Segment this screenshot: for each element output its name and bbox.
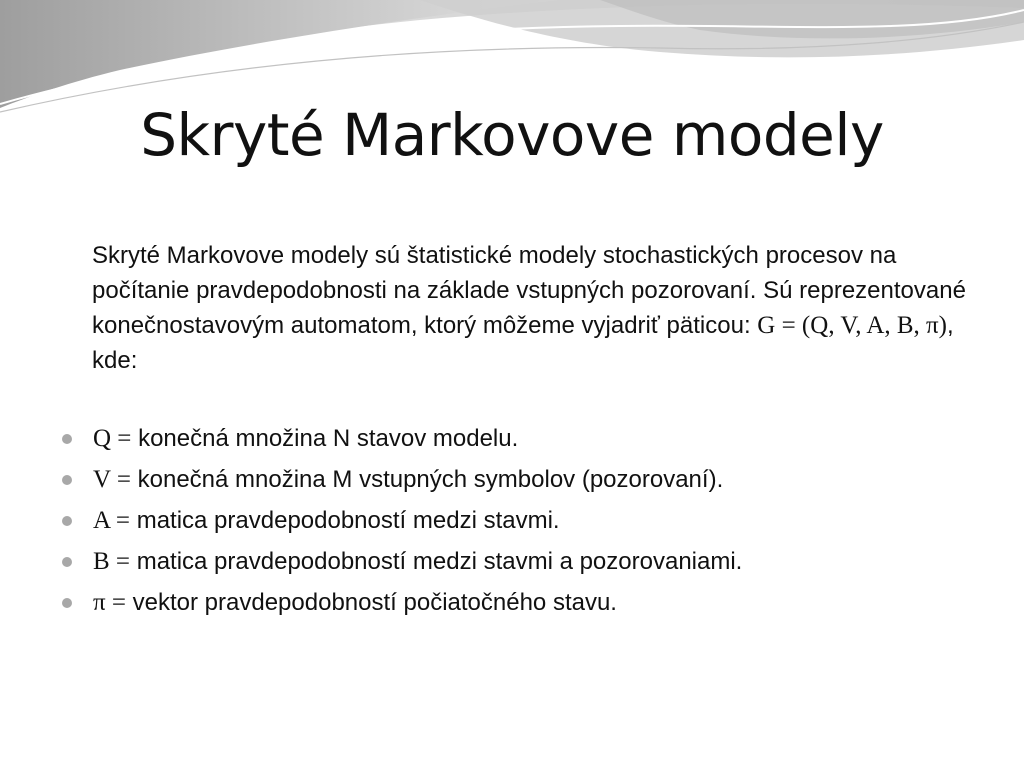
list-item-symbol: A = <box>93 507 131 534</box>
page-title: Skryté Markovove modely <box>140 101 884 169</box>
bullet-icon <box>62 475 72 485</box>
intro-text: Skryté Markovove modely sú štatistické modely stochastických procesov na počítanie pravdepodobnosti na základe vstupných pozorovaní. Sú reprezentované konečnostavovým automatom, ktorý môžeme vyjadriť päticou: <box>92 242 966 339</box>
intro-paragraph <box>92 238 972 378</box>
definition-list <box>60 421 980 626</box>
list-item-symbol: B = <box>93 548 131 575</box>
list-item-text: matica pravdepodobností medzi stavmi a pozorovaniami. <box>130 548 743 575</box>
list-item-text: vektor pravdepodobností počiatočného stavu. <box>125 589 617 616</box>
list-item <box>60 421 980 462</box>
list-item-text: konečná množina N stavov modelu. <box>131 425 519 452</box>
list-item <box>60 462 980 503</box>
list-item-symbol: V = <box>93 466 131 493</box>
bullet-icon <box>62 434 72 444</box>
intro-suffix: , kde: <box>92 312 954 374</box>
list-item-text: konečná množina M vstupných symbolov (pozorovaní). <box>130 466 724 493</box>
list-item-symbol: Q = <box>93 425 132 452</box>
bullet-icon <box>62 598 72 608</box>
list-item-symbol: π = <box>93 589 126 616</box>
bullet-icon <box>62 516 72 526</box>
list-item-text: matica pravdepodobností medzi stavmi. <box>130 507 560 534</box>
list-item <box>60 503 980 544</box>
list-item <box>60 544 980 585</box>
list-item <box>60 585 980 626</box>
bullet-icon <box>62 557 72 567</box>
intro-formula: G = (Q, V, A, B, π) <box>757 312 947 339</box>
